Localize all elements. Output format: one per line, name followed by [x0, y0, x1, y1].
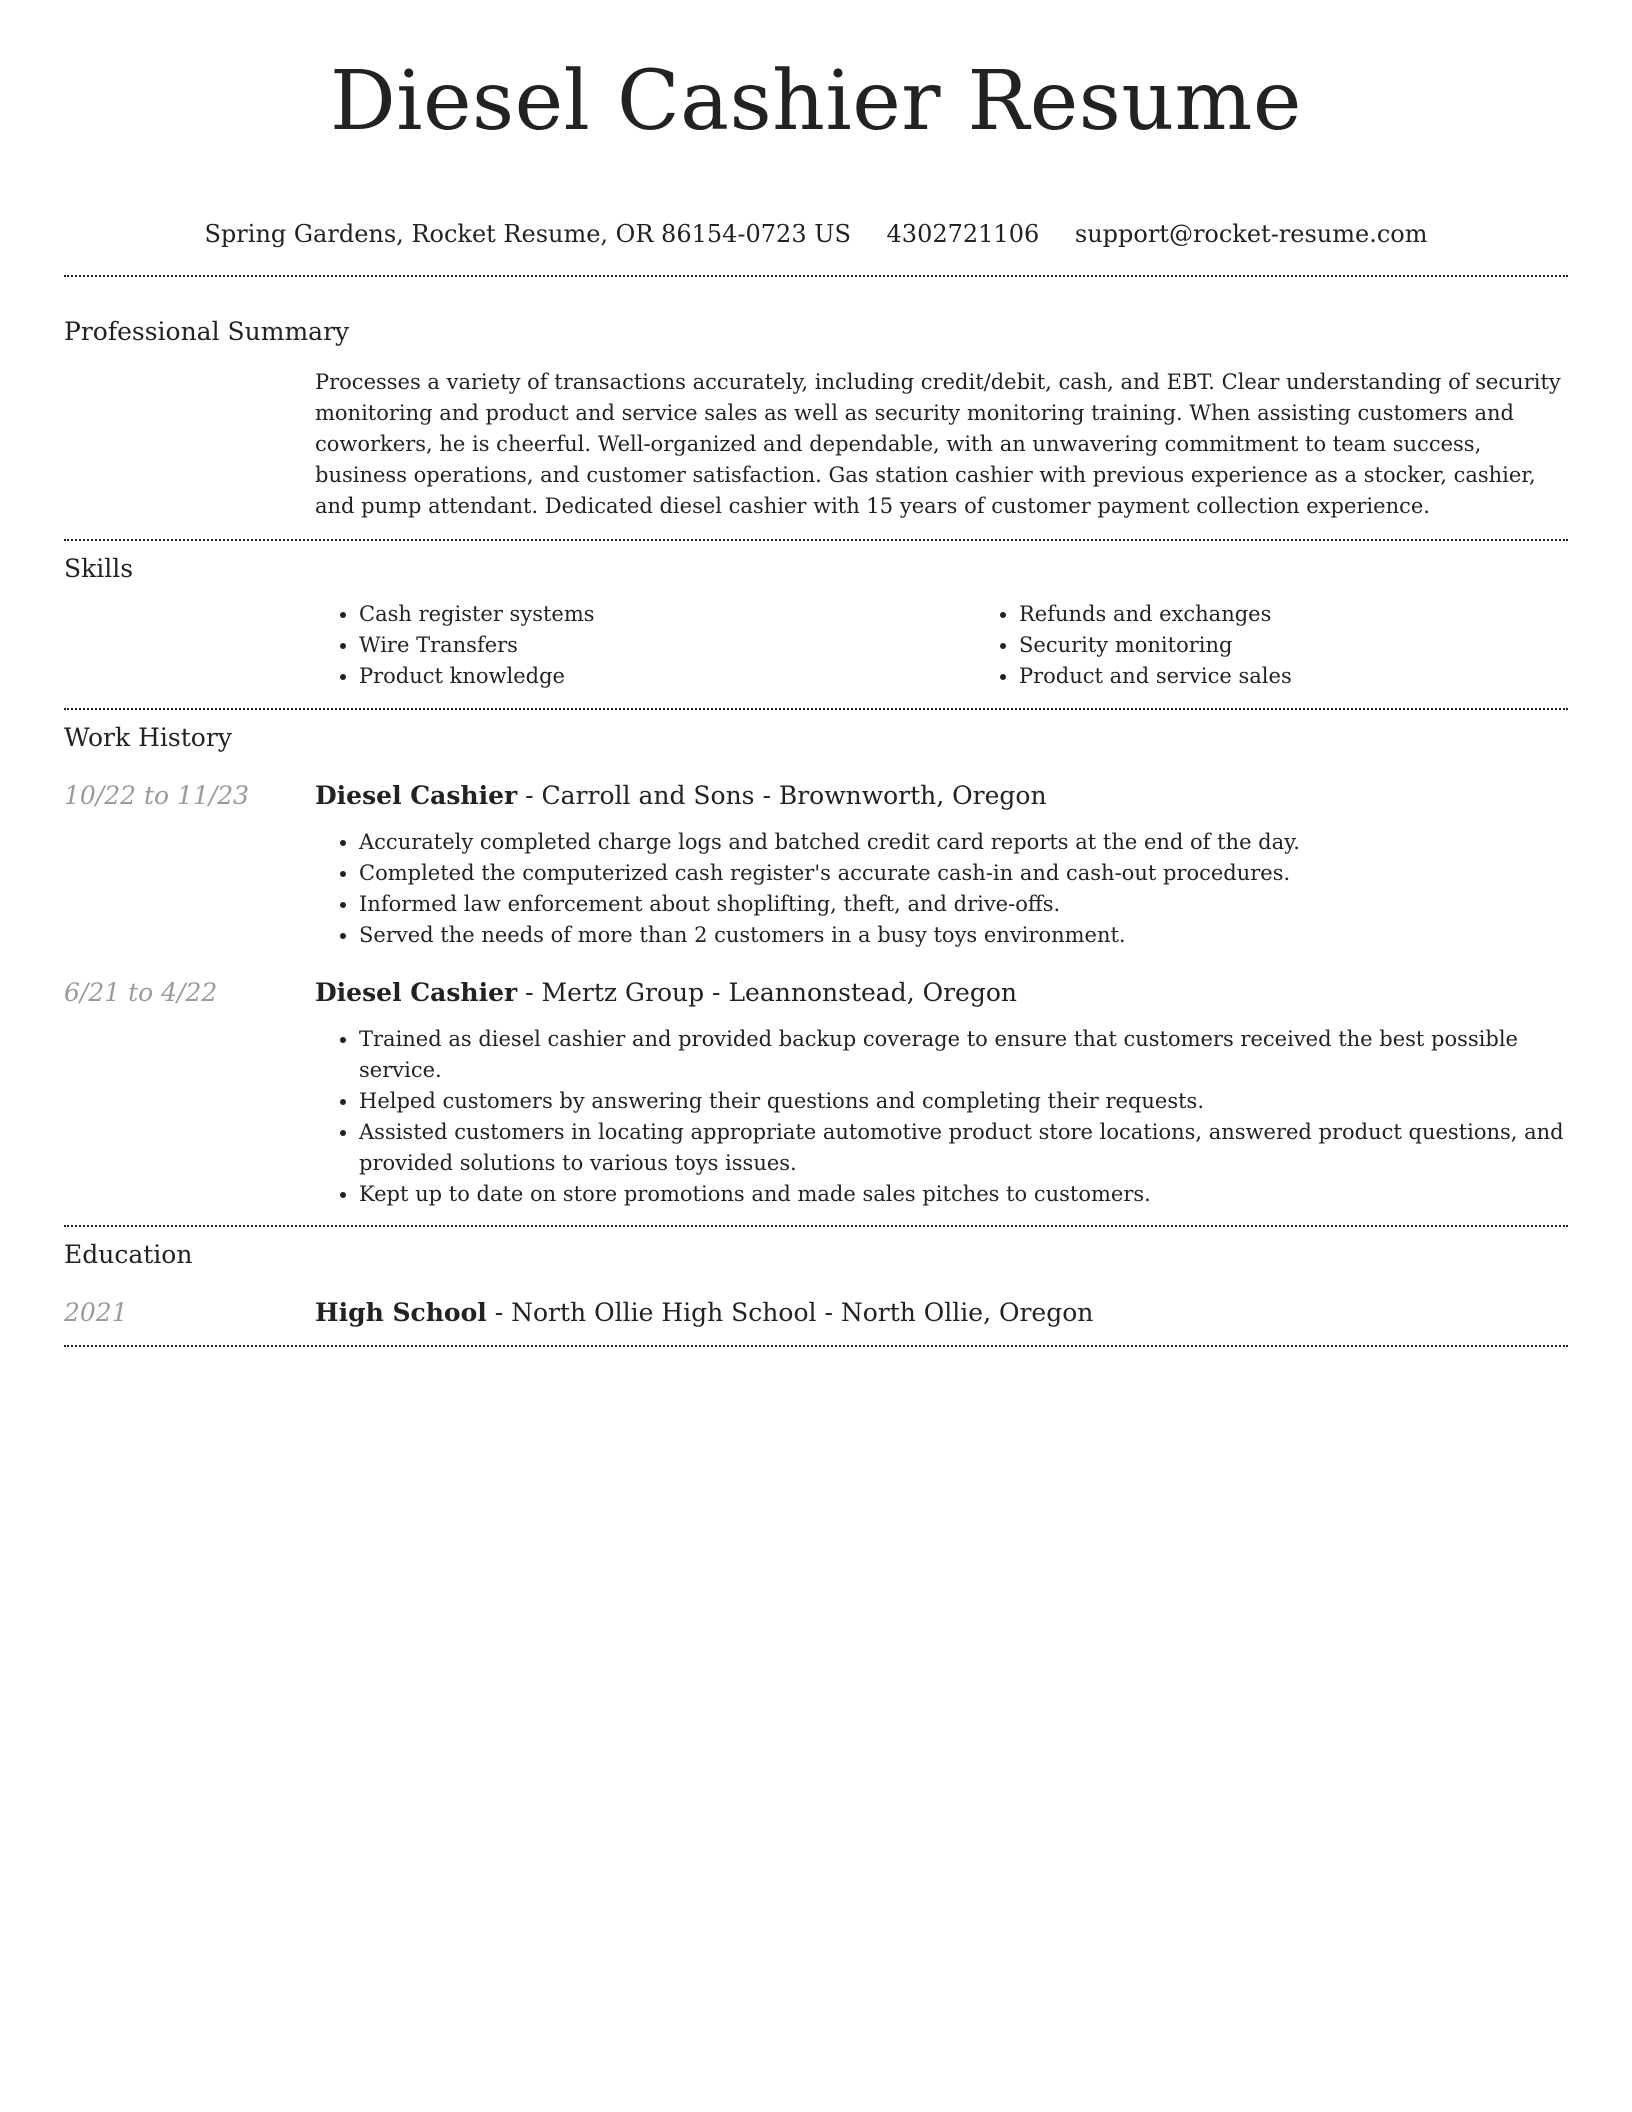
divider [64, 539, 1568, 541]
job-bullet: • Completed the computerized cash register's accurate cash-in and cash-out procedures. [359, 858, 1568, 889]
job-body [315, 779, 1568, 951]
job-dates: 6/21 to 4/22 [64, 978, 218, 1007]
job-bullet: • Trained as diesel cashier and provided backup coverage to ensure that customers received the best possible service. [359, 1024, 1568, 1086]
divider [64, 708, 1568, 710]
education-school: - North Ollie High School - North Ollie, Oregon [486, 1298, 1094, 1327]
contact-line [64, 218, 1568, 250]
section-heading-skills: Skills [64, 554, 134, 583]
skills-row [64, 599, 1568, 692]
skill-item: • Cash register systems [359, 599, 975, 630]
divider [64, 275, 1568, 277]
job-body [315, 976, 1568, 1210]
education-degree: High School [315, 1298, 487, 1327]
job-bullet: • Served the needs of more than 2 customers in a busy toys environment. [359, 920, 1568, 951]
job-employer: - Mertz Group - Leannonstead, Oregon [517, 978, 1017, 1007]
section-heading-summary: Professional Summary [64, 317, 350, 346]
job-title [315, 976, 1568, 1010]
section-heading-work: Work History [64, 723, 232, 752]
divider [64, 1345, 1568, 1347]
job-entry [64, 976, 1568, 1210]
skill-item: • Product and service sales [1019, 661, 1632, 692]
job-bullet: • Assisted customers in locating appropriate automotive product store locations, answered product questions, and provided solutions to various toys issues. [359, 1117, 1568, 1179]
job-bullets [315, 1024, 1568, 1210]
education-title [315, 1296, 1568, 1330]
job-title [315, 779, 1568, 813]
education-entry [64, 1296, 1568, 1330]
skill-item: • Security monitoring [1019, 630, 1632, 661]
job-role: Diesel Cashier [315, 781, 518, 810]
resume-title: Diesel Cashier Resume [330, 54, 1302, 149]
job-bullet: • Informed law enforcement about shoplifting, theft, and drive-offs. [359, 889, 1568, 920]
contact-phone: 4302721106 [886, 220, 1040, 248]
skills-list-right [975, 599, 1632, 692]
divider [64, 1225, 1568, 1227]
summary-text: Processes a variety of transactions accurately, including credit/debit, cash, and EBT. Clear understanding of security monitoring and product and service sales as well as security monitoring training. When assisting customers and coworkers, he is cheerful. Well-organized and dependable, with an unwavering commitment to team success, business operations, and customer satisfaction. Gas station cashier with previous experience as a stocker, cashier, and pump attendant. Dedicated diesel cashier with 15 years of customer payment collection experience. [315, 370, 1561, 518]
job-bullets [315, 827, 1568, 951]
skill-item: • Product knowledge [359, 661, 975, 692]
skills-gutter [64, 599, 315, 692]
education-year: 2021 [64, 1298, 128, 1327]
contact-email: support@rocket-resume.com [1074, 220, 1428, 248]
job-dates: 10/22 to 11/23 [64, 781, 250, 810]
skills-columns [315, 599, 1632, 692]
skill-item: • Wire Transfers [359, 630, 975, 661]
job-bullet: • Kept up to date on store promotions and made sales pitches to customers. [359, 1179, 1568, 1210]
job-bullet: • Helped customers by answering their questions and completing their requests. [359, 1086, 1568, 1117]
job-role: Diesel Cashier [315, 978, 518, 1007]
job-bullet: • Accurately completed charge logs and batched credit card reports at the end of the day. [359, 827, 1568, 858]
contact-address: Spring Gardens, Rocket Resume, OR 86154-0723 US [204, 220, 851, 248]
summary-gutter [64, 367, 315, 522]
job-employer: - Carroll and Sons - Brownworth, Oregon [517, 781, 1047, 810]
skill-item: • Refunds and exchanges [1019, 599, 1632, 630]
education-body [315, 1296, 1568, 1330]
summary-row [64, 367, 1568, 522]
skills-list-left [315, 599, 975, 692]
job-entry [64, 779, 1568, 951]
section-heading-education: Education [64, 1240, 193, 1269]
